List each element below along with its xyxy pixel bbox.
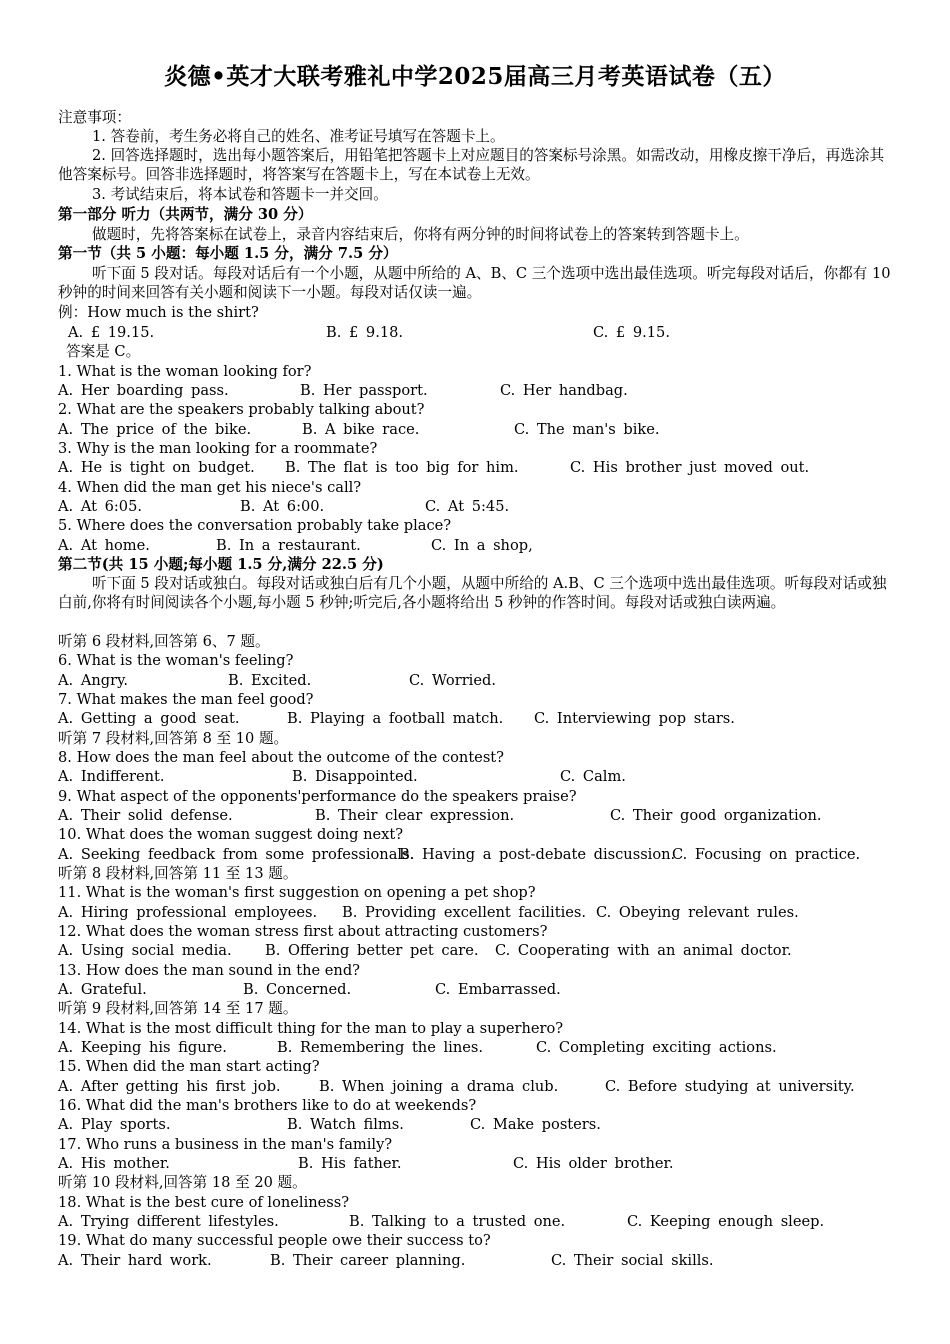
example-option-a: A. £ 19.15.: [68, 324, 155, 341]
notice-heading: 注意事项：: [58, 109, 131, 126]
option-a: A. Angry.: [58, 672, 129, 689]
question-19-options: [58, 1251, 898, 1270]
question-18: 18. What is the best cure of loneliness?: [58, 1194, 350, 1211]
question-12: 12. What does the woman stress first about attracting customers?: [58, 923, 548, 940]
example-answer: 答案是 C。: [66, 343, 141, 360]
question-4: 4. When did the man get his niece's call?: [58, 479, 362, 496]
material-7-heading: 听第 7 段材料,回答第 8 至 10 题。: [58, 730, 289, 747]
option-a: A. Indifferent.: [58, 768, 165, 785]
option-a: A. He is tight on budget.: [58, 459, 255, 476]
question-6: 6. What is the woman's feeling?: [58, 652, 294, 669]
question-1: 1. What is the woman looking for?: [58, 363, 312, 380]
option-a: A. At home.: [58, 537, 150, 554]
option-a: A. His mother.: [58, 1155, 170, 1172]
exam-title: 炎德•英才大联考雅礼中学2025届高三月考英语试卷（五）: [164, 63, 786, 90]
option-b: B. His father.: [298, 1155, 402, 1172]
notice-item-2: 2. 回答选择题时，选出每小题答案后，用铅笔把答题卡上对应题目的答案标号涂黑。如需改动，用橡皮擦干净后，再选涂其他答案标号。回答非选择题时，将答案写在答题卡上，写在本试卷上无效。: [58, 147, 885, 183]
option-b: B. Their clear expression.: [315, 807, 515, 824]
option-a: A. Their solid defense.: [58, 807, 233, 824]
option-b: B. Having a post-debate discussion.: [399, 846, 676, 863]
question-11-options: [58, 903, 898, 922]
option-c: C. The man's bike.: [514, 421, 660, 438]
option-a: A. Using social media.: [58, 942, 232, 959]
option-c: C. At 5:45.: [425, 498, 510, 515]
option-b: B. In a restaurant.: [216, 537, 361, 554]
option-c: C. His older brother.: [513, 1155, 674, 1172]
option-c: C. Calm.: [560, 768, 626, 785]
option-b: B. Their career planning.: [270, 1252, 466, 1269]
section2-heading: 第二节(共 15 小题;每小题 1.5 分,满分 22.5 分): [58, 556, 384, 573]
option-a: A. Her boarding pass.: [58, 382, 229, 399]
question-19: 19. What do many successful people owe their success to?: [58, 1232, 491, 1249]
option-c: C. Cooperating with an animal doctor.: [495, 942, 792, 959]
option-c: C. Interviewing pop stars.: [534, 710, 735, 727]
question-15: 15. When did the man start acting?: [58, 1058, 320, 1075]
material-8-heading: 听第 8 段材料,回答第 11 至 13 题。: [58, 865, 298, 882]
option-b: B. When joining a drama club.: [319, 1078, 559, 1095]
question-13-options: [58, 980, 898, 999]
option-c: C. Worried.: [409, 672, 496, 689]
part1-heading: 第一部分 听力（共两节，满分 30 分）: [58, 206, 313, 223]
option-a: A. Play sports.: [58, 1116, 171, 1133]
option-b: B. Her passport.: [300, 382, 428, 399]
option-b: B. At 6:00.: [240, 498, 325, 515]
question-8-options: [58, 767, 898, 786]
option-b: B. A bike race.: [302, 421, 420, 438]
option-a: A. Grateful.: [58, 981, 147, 998]
option-c: C. Keeping enough sleep.: [627, 1213, 825, 1230]
option-b: B. Excited.: [228, 672, 312, 689]
question-16: 16. What did the man's brothers like to do at weekends?: [58, 1097, 477, 1114]
option-c: C. Obeying relevant rules.: [596, 904, 799, 921]
option-c: C. His brother just moved out.: [570, 459, 810, 476]
question-5: 5. Where does the conversation probably take place?: [58, 517, 452, 534]
section1-heading: 第一节（共 5 小题：每小题 1.5 分，满分 7.5 分）: [58, 245, 398, 262]
option-a: A. The price of the bike.: [58, 421, 252, 438]
question-4-options: [58, 497, 898, 516]
example-options: [58, 323, 898, 342]
option-c: C. Her handbag.: [500, 382, 628, 399]
material-6-heading: 听第 6 段材料,回答第 6、7 题。: [58, 633, 270, 650]
option-b: B. Watch films.: [287, 1116, 404, 1133]
option-a: A. Seeking feedback from some professionals.: [58, 846, 415, 863]
material-9-heading: 听第 9 段材料,回答第 14 至 17 题。: [58, 1000, 298, 1017]
option-a: A. Keeping his figure.: [58, 1039, 227, 1056]
option-b: B. The flat is too big for him.: [285, 459, 519, 476]
option-c: C. Before studying at university.: [605, 1078, 855, 1095]
question-6-options: [58, 671, 898, 690]
option-a: A. Hiring professional employees.: [58, 904, 318, 921]
option-c: C. In a shop,: [431, 537, 533, 554]
question-15-options: [58, 1077, 898, 1096]
question-7: 7. What makes the man feel good?: [58, 691, 314, 708]
option-b: B. Disappointed.: [292, 768, 418, 785]
example-option-b: B. £ 9.18.: [326, 324, 404, 341]
question-1-options: [58, 381, 898, 400]
option-b: B. Offering better pet care.: [265, 942, 479, 959]
question-14-options: [58, 1038, 898, 1057]
option-c: C. Completing exciting actions.: [536, 1039, 777, 1056]
option-a: A. At 6:05.: [58, 498, 143, 515]
notice-item-1: 1. 答卷前，考生务必将自己的姓名、准考证号填写在答题卡上。: [92, 128, 505, 145]
option-b: B. Remembering the lines.: [277, 1039, 483, 1056]
question-10: 10. What does the woman suggest doing next?: [58, 826, 404, 843]
question-18-options: [58, 1212, 898, 1231]
section1-instruction: 听下面 5 段对话。每段对话后有一个小题，从题中所给的 A、B、C 三个选项中选出最佳选项。听完每段对话后，你都有 10 秒钟的时间来回答有关小题和阅读下一小题。每段对话仅读一遍。: [58, 265, 891, 301]
question-17: 17. Who runs a business in the man's family?: [58, 1136, 393, 1153]
question-13: 13. How does the man sound in the end?: [58, 962, 361, 979]
option-b: B. Providing excellent facilities.: [342, 904, 587, 921]
question-3: 3. Why is the man looking for a roommate?: [58, 440, 378, 457]
question-2-options: [58, 420, 898, 439]
option-a: A. Their hard work.: [58, 1252, 212, 1269]
question-16-options: [58, 1115, 898, 1134]
option-a: A. Getting a good seat.: [58, 710, 240, 727]
question-11: 11. What is the woman's first suggestion on opening a pet shop?: [58, 884, 536, 901]
example-question: 例：How much is the shirt?: [58, 304, 259, 321]
question-10-options: [58, 845, 898, 864]
question-17-options: [58, 1154, 898, 1173]
question-2: 2. What are the speakers probably talking about?: [58, 401, 425, 418]
question-3-options: [58, 458, 898, 477]
option-c: C. Make posters.: [470, 1116, 601, 1133]
option-c: C. Their social skills.: [551, 1252, 714, 1269]
question-14: 14. What is the most difficult thing for the man to play a superhero?: [58, 1020, 564, 1037]
option-c: C. Embarrassed.: [435, 981, 561, 998]
option-c: C. Their good organization.: [610, 807, 822, 824]
material-10-heading: 听第 10 段材料,回答第 18 至 20 题。: [58, 1174, 307, 1191]
question-5-options: [58, 536, 898, 555]
option-b: B. Talking to a trusted one.: [349, 1213, 566, 1230]
option-a: A. Trying different lifestyles.: [58, 1213, 279, 1230]
notice-item-3: 3. 考试结束后，将本试卷和答题卡一并交回。: [92, 186, 388, 203]
option-a: A. After getting his first job.: [58, 1078, 281, 1095]
part1-instruction: 做题时，先将答案标在试卷上，录音内容结束后，你将有两分钟的时间将试卷上的答案转到答题卡上。: [92, 226, 749, 243]
question-12-options: [58, 941, 898, 960]
question-9-options: [58, 806, 898, 825]
question-8: 8. How does the man feel about the outcome of the contest?: [58, 749, 504, 766]
option-b: B. Concerned.: [243, 981, 352, 998]
section2-instruction: 听下面 5 段对话或独白。每段对话或独白后有几个小题，从题中所给的 A.B、C 三个选项中选出最佳选项。听每段对话或独白前,你将有时间阅读各个小题,每小题 5 秒钟;听完后,各小题将给出 5 秒钟的作答时间。每段对话或独白读两遍。: [58, 575, 887, 611]
question-7-options: [58, 709, 898, 728]
option-c: C. Focusing on practice.: [672, 846, 861, 863]
question-9: 9. What aspect of the opponents'performance do the speakers praise?: [58, 788, 577, 805]
example-option-c: C. £ 9.15.: [593, 324, 670, 341]
option-b: B. Playing a football match.: [287, 710, 504, 727]
